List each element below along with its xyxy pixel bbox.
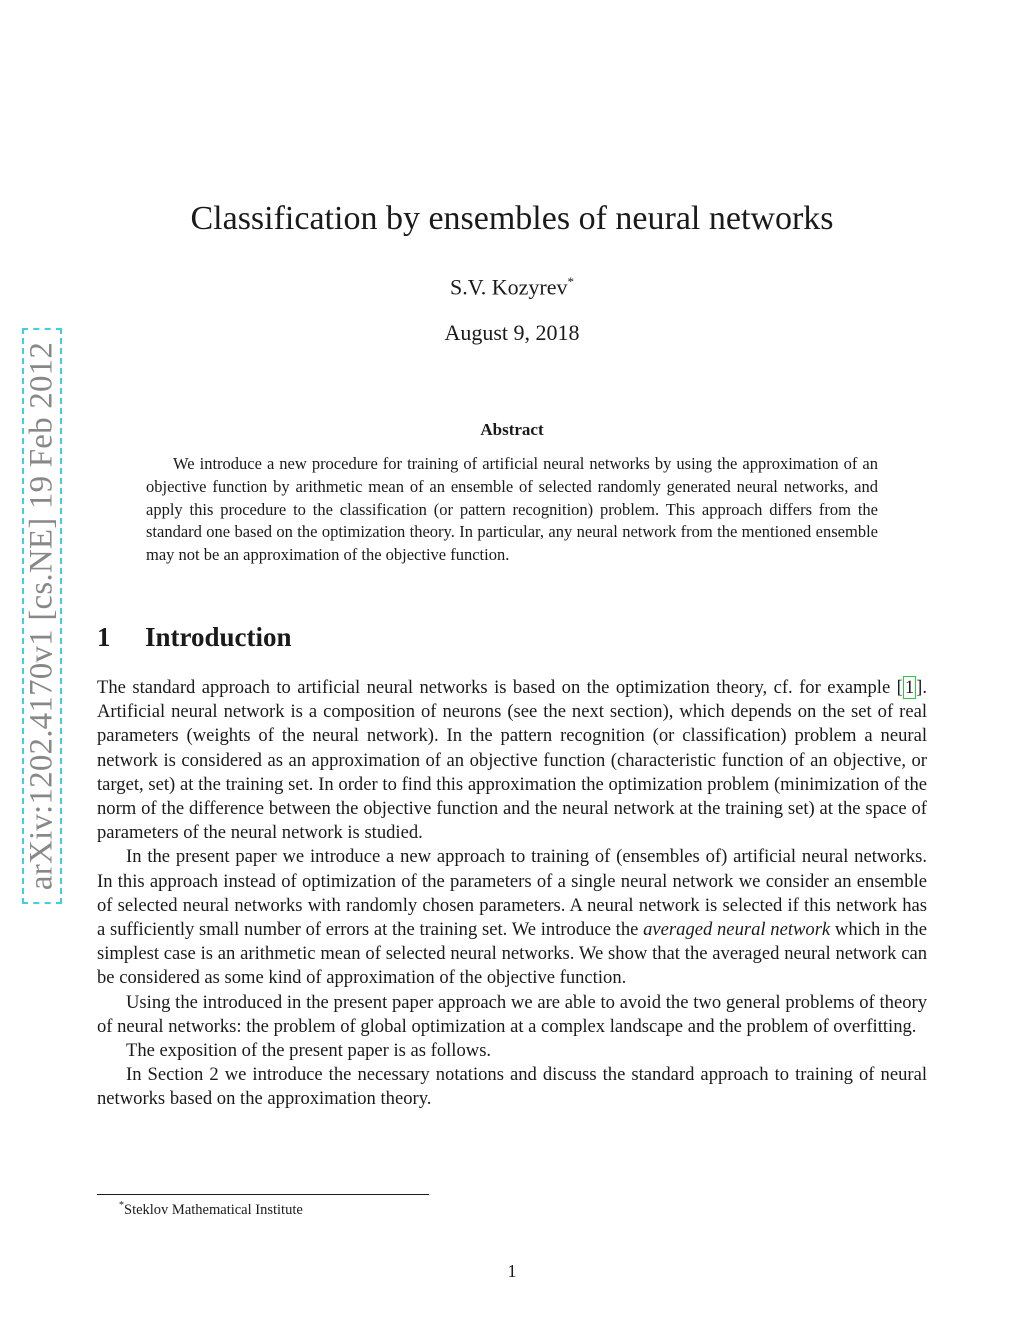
paragraph-5: In Section 2 we introduce the necessary notations and discuss the standard approach to training of neural networks based on the approximation theory. xyxy=(97,1064,927,1110)
paragraph-2-text-b: which in the simplest case is an arithmetic mean of selected neural networks. We show that the averaged neural network can be considered as some kind of approximation of the objective function. xyxy=(97,919,927,989)
abstract-heading: Abstract xyxy=(480,420,544,439)
footnote-divider xyxy=(97,1194,429,1195)
author-line xyxy=(0,274,1024,300)
paragraph-1: The standard approach to artificial neural networks is based on the optimization theory, cf. for example [ 1 ]. Artificial neural network is a composition of neurons (see the next section), which depends on the set of real parameters (weights of the neural network). In the pattern recognition (or classification) problem a neural network is considered as an approximation of an objective function (characteristic function of an objective, or target, set) at the training set. In order to find this approximation the optimization problem (minimization of the norm of the difference between the objective function and the neural network at the training set) at the space of parameters of the neural network is studied. xyxy=(97,677,927,844)
paragraph-3: Using the introduced in the present paper approach we are able to avoid the two general problems of theory of neural networks: the problem of global optimization at a complex landscape and the problem of overfitting. xyxy=(97,991,927,1037)
paragraph-1-text-a: The standard approach to artificial neural networks is based on the optimization theory, cf. for example xyxy=(97,677,897,698)
abstract-text: We introduce a new procedure for training of artificial neural networks by using the approximation of an objective function by arithmetic mean of an ensemble of selected randomly generated neural networks, and apply this procedure to the classification (or pattern recognition) problem. This approach differs from the standard one based on the optimization theory. In particular, any neural network from the mentioned ensemble may not be an approximation of the objective function. xyxy=(146,454,878,565)
paragraph-2 xyxy=(97,845,927,990)
citation-link[interactable]: 1 xyxy=(904,677,915,698)
paper-title: Classification by ensembles of neural networks xyxy=(190,200,834,237)
page-number: 1 xyxy=(507,1261,517,1281)
footnote-mark: * xyxy=(119,1200,124,1211)
arxiv-stamp[interactable] xyxy=(22,328,62,904)
paragraph-4: The exposition of the present paper is as follows. xyxy=(126,1040,492,1062)
section-title: Introduction xyxy=(145,622,292,652)
emphasized-term: averaged neural network xyxy=(643,919,831,941)
author-name: S.V. Kozyrev xyxy=(449,274,568,300)
footnote xyxy=(119,1200,303,1219)
paragraph-1-text-b: . Artificial neural network is a composition of neurons (see the next section), which depends on the set of real parameters (weights of the neural network). In the pattern recognition (or classification) problem a neural network is considered as an approximation of an objective function (characteristic function of an objective, or target, set) at the training set. In order to find this approximation the optimization problem (minimization of the norm of the difference between the objective function and the neural network at the training set) at the space of parameters of the neural network is studied. xyxy=(97,677,927,844)
introduction-body xyxy=(97,676,927,1112)
paragraph-2-text-a: In the present paper we introduce a new approach to training of (ensembles of) artificial neural networks. In this approach instead of optimization of the parameters of a single neural network we consider an ensemble of selected neural networks with randomly chosen parameters. A neural network is selected if this network has a sufficiently small number of errors at the training set. We introduce the xyxy=(97,846,927,941)
arxiv-identifier: arXiv:1202.4170v1 [cs.NE] 19 Feb 2012 xyxy=(23,341,60,891)
paper-date: August 9, 2018 xyxy=(444,320,580,345)
footnote-text: Steklov Mathematical Institute xyxy=(124,1201,303,1218)
section-number: 1 xyxy=(97,622,111,652)
section-heading xyxy=(97,622,292,653)
author-footnote-mark: * xyxy=(567,274,575,289)
